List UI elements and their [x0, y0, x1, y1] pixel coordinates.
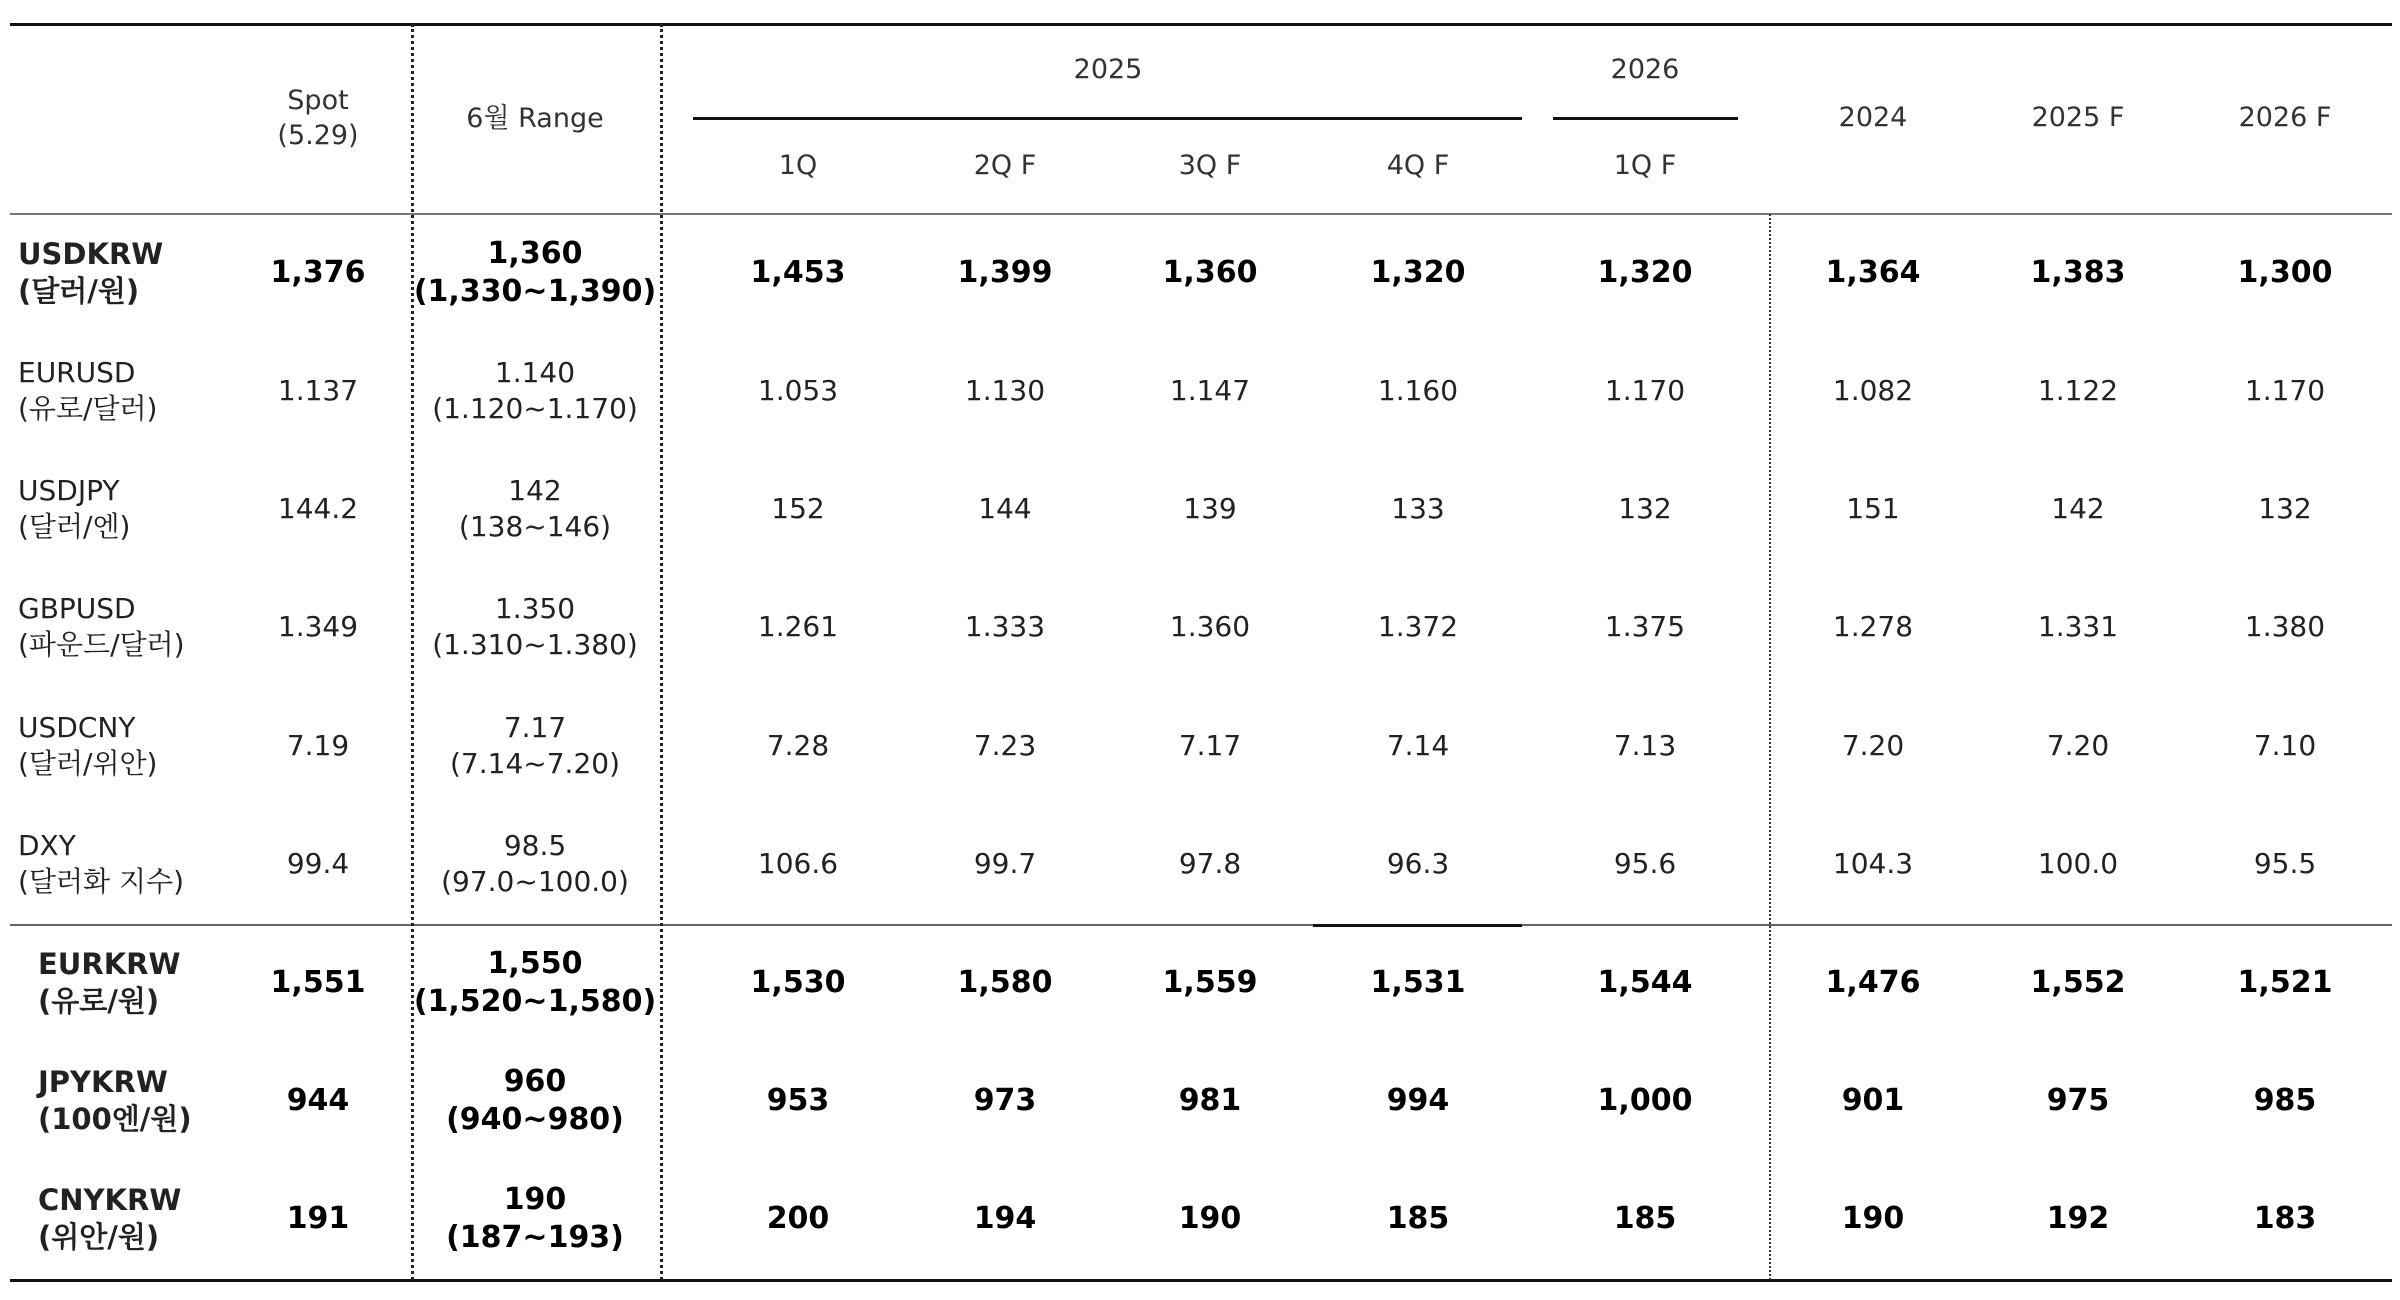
quarter-value-2: 1,399 — [957, 254, 1053, 290]
quarter-value-4: 7.14 — [1386, 729, 1450, 763]
spot-value: 144.2 — [277, 492, 359, 526]
range-band-value: (97.0~100.0) — [441, 865, 629, 898]
annual-value-1: 7.20 — [1841, 729, 1905, 763]
range-mid-value: 1.350 — [494, 592, 576, 626]
row-label — [18, 223, 218, 323]
range-band-value: (1.310~1.380) — [432, 628, 638, 661]
annual-value-1: 104.3 — [1832, 847, 1914, 881]
currency-name: (달러/엔) — [18, 510, 131, 543]
annual-value-1: 1.278 — [1832, 610, 1914, 644]
range-cell — [415, 696, 655, 796]
header-year-2026: 2026 — [1610, 53, 1680, 85]
spot-value: 1.137 — [277, 374, 359, 408]
quarter-value-5: 1,000 — [1597, 1082, 1693, 1118]
range-mid-value: 1,360 — [487, 235, 583, 271]
range-quarters-divider — [660, 24, 663, 1280]
annual-value-2: 192 — [2046, 1200, 2110, 1236]
currency-code: DXY — [18, 829, 76, 863]
annual-value-3: 1,521 — [2237, 964, 2333, 1000]
row-label — [18, 341, 218, 441]
quarter-value-2: 194 — [973, 1200, 1037, 1236]
currency-name: (파운드/달러) — [18, 628, 185, 661]
range-mid-value: 1.140 — [494, 356, 576, 390]
range-cell — [415, 341, 655, 441]
quarter-value-2: 7.23 — [973, 729, 1037, 763]
header-quarter-2: 2Q F — [973, 149, 1037, 181]
spot-value: 944 — [286, 1082, 350, 1118]
currency-code: CNYKRW — [38, 1182, 182, 1217]
range-cell — [415, 814, 655, 914]
quarter-value-5: 1,544 — [1597, 964, 1693, 1000]
row-label — [18, 577, 218, 677]
range-mid-value: 7.17 — [503, 711, 567, 745]
annual-value-2: 1,383 — [2030, 254, 2126, 290]
annual-value-1: 1,476 — [1825, 964, 1921, 1000]
table-bottom-border — [10, 1279, 2392, 1282]
table-top-border — [10, 23, 2392, 26]
quarter-value-1: 1.053 — [757, 374, 839, 408]
annual-value-3: 95.5 — [2253, 847, 2317, 881]
currency-name: (달러화 지수) — [18, 865, 184, 898]
quarter-value-3: 190 — [1178, 1200, 1242, 1236]
quarter-value-2: 1.130 — [964, 374, 1046, 408]
row-label — [18, 814, 218, 914]
currency-code: USDKRW — [18, 236, 164, 271]
range-mid-value: 142 — [508, 474, 562, 508]
annual-value-2: 1.331 — [2037, 610, 2119, 644]
quarter-value-4: 1,531 — [1370, 964, 1466, 1000]
year-2025-underline — [1313, 117, 1522, 120]
quarter-value-1: 7.28 — [766, 729, 830, 763]
header-spot — [208, 74, 428, 164]
annual-value-1: 1.082 — [1832, 374, 1914, 408]
annual-value-2: 975 — [2046, 1082, 2110, 1118]
currency-name: (유로/달러) — [18, 392, 158, 425]
quarter-value-3: 981 — [1178, 1082, 1242, 1118]
year-2025-underline — [903, 117, 1110, 120]
currency-code: USDJPY — [18, 474, 120, 508]
header-quarter-4: 4Q F — [1386, 149, 1450, 181]
quarter-value-5: 1.170 — [1604, 374, 1686, 408]
quarter-value-4: 1.372 — [1377, 610, 1459, 644]
spot-value: 1.349 — [277, 610, 359, 644]
range-mid-value: 98.5 — [503, 829, 567, 863]
spot-value: 191 — [286, 1200, 350, 1236]
header-annual-1: 2024 — [1838, 101, 1908, 133]
row-label — [38, 1051, 238, 1151]
currency-name: (달러/원) — [18, 274, 140, 308]
row-label — [38, 933, 238, 1033]
range-mid-value: 190 — [503, 1181, 567, 1217]
header-spot-label: Spot — [287, 85, 349, 117]
currency-name: (100엔/원) — [38, 1102, 192, 1136]
row-label — [18, 459, 218, 559]
year-2025-underline — [1110, 117, 1313, 120]
header-range-label: 6월 Range — [466, 102, 604, 134]
quarter-value-4: 133 — [1391, 492, 1445, 526]
row-label — [38, 1169, 238, 1269]
currency-code: EURKRW — [38, 946, 181, 981]
quarter-value-4: 185 — [1386, 1200, 1450, 1236]
range-cell — [415, 577, 655, 677]
quarter-value-5: 132 — [1618, 492, 1672, 526]
annual-value-3: 1,300 — [2237, 254, 2333, 290]
quarter-value-3: 1,360 — [1162, 254, 1258, 290]
header-year-2025: 2025 — [1073, 53, 1143, 85]
quarter-value-2: 973 — [973, 1082, 1037, 1118]
range-cell — [415, 459, 655, 559]
range-cell — [415, 1051, 655, 1151]
quarter-value-3: 1.147 — [1169, 374, 1251, 408]
range-band-value: (1.120~1.170) — [432, 392, 638, 425]
group-separator-accent — [1313, 924, 1522, 927]
currency-code: JPYKRW — [38, 1064, 168, 1099]
quarter-value-5: 95.6 — [1613, 847, 1677, 881]
annual-value-1: 190 — [1841, 1200, 1905, 1236]
range-mid-value: 1,550 — [487, 945, 583, 981]
quarter-value-2: 1,580 — [957, 964, 1053, 1000]
currency-name: (위안/원) — [38, 1220, 160, 1254]
quarter-value-1: 106.6 — [757, 847, 839, 881]
header-quarter-3: 3Q F — [1178, 149, 1242, 181]
annual-value-1: 151 — [1846, 492, 1900, 526]
currency-name: (유로/원) — [38, 984, 160, 1018]
range-band-value: (7.14~7.20) — [450, 747, 620, 780]
quarter-value-4: 1,320 — [1370, 254, 1466, 290]
quarter-value-4: 994 — [1386, 1082, 1450, 1118]
header-quarter-5: 1Q F — [1613, 149, 1677, 181]
quarter-value-1: 1,530 — [750, 964, 846, 1000]
annual-value-2: 1,552 — [2030, 964, 2126, 1000]
annual-value-1: 901 — [1841, 1082, 1905, 1118]
quarter-value-5: 7.13 — [1613, 729, 1677, 763]
annual-value-2: 7.20 — [2046, 729, 2110, 763]
currency-code: EURUSD — [18, 356, 136, 390]
quarters-annual-divider — [1769, 214, 1771, 1280]
spot-value: 99.4 — [286, 847, 350, 881]
quarter-value-3: 7.17 — [1178, 729, 1242, 763]
annual-value-3: 1.170 — [2244, 374, 2326, 408]
range-cell — [415, 223, 655, 323]
quarter-value-1: 1.261 — [757, 610, 839, 644]
quarter-value-2: 1.333 — [964, 610, 1046, 644]
range-cell — [415, 933, 655, 1033]
quarter-value-3: 97.8 — [1178, 847, 1242, 881]
group-separator-right — [222, 924, 2392, 926]
spot-value: 7.19 — [286, 729, 350, 763]
annual-value-3: 183 — [2253, 1200, 2317, 1236]
annual-value-3: 1.380 — [2244, 610, 2326, 644]
annual-value-3: 132 — [2258, 492, 2312, 526]
quarter-value-4: 96.3 — [1386, 847, 1450, 881]
quarter-value-5: 1,320 — [1597, 254, 1693, 290]
year-2026-underline — [1553, 117, 1738, 120]
header-annual-2: 2025 F — [2031, 101, 2125, 133]
range-band-value: (940~980) — [446, 1102, 624, 1137]
group-separator-left — [10, 924, 222, 926]
quarter-value-1: 200 — [766, 1200, 830, 1236]
header-annual-3: 2026 F — [2238, 101, 2332, 133]
row-label — [18, 696, 218, 796]
spot-range-divider — [411, 24, 414, 1280]
range-band-value: (138~146) — [458, 510, 612, 543]
quarter-value-4: 1.160 — [1377, 374, 1459, 408]
annual-value-1: 1,364 — [1825, 254, 1921, 290]
annual-value-2: 100.0 — [2037, 847, 2119, 881]
annual-value-2: 1.122 — [2037, 374, 2119, 408]
annual-value-3: 985 — [2253, 1082, 2317, 1118]
quarter-value-3: 1.360 — [1169, 610, 1251, 644]
quarter-value-3: 139 — [1183, 492, 1237, 526]
range-band-value: (1,330~1,390) — [413, 274, 657, 309]
currency-code: GBPUSD — [18, 592, 136, 626]
annual-value-3: 7.10 — [2253, 729, 2317, 763]
quarter-value-5: 1.375 — [1604, 610, 1686, 644]
range-mid-value: 960 — [503, 1063, 567, 1099]
range-band-value: (1,520~1,580) — [413, 984, 657, 1019]
quarter-value-5: 185 — [1613, 1200, 1677, 1236]
header-quarter-1: 1Q — [778, 149, 818, 181]
year-2025-underline — [693, 117, 903, 120]
spot-value: 1,551 — [270, 964, 366, 1000]
quarter-value-1: 152 — [771, 492, 825, 526]
currency-code: USDCNY — [18, 711, 136, 745]
quarter-value-2: 99.7 — [973, 847, 1037, 881]
header-spot-date: (5.29) — [277, 120, 359, 151]
currency-name: (달러/위안) — [18, 747, 158, 780]
quarter-value-2: 144 — [978, 492, 1032, 526]
spot-value: 1,376 — [270, 254, 366, 290]
header-bottom-border — [10, 213, 2392, 215]
quarter-value-1: 953 — [766, 1082, 830, 1118]
annual-value-2: 142 — [2051, 492, 2105, 526]
quarter-value-1: 1,453 — [750, 254, 846, 290]
range-band-value: (187~193) — [446, 1220, 624, 1255]
quarter-value-3: 1,559 — [1162, 964, 1258, 1000]
range-cell — [415, 1169, 655, 1269]
